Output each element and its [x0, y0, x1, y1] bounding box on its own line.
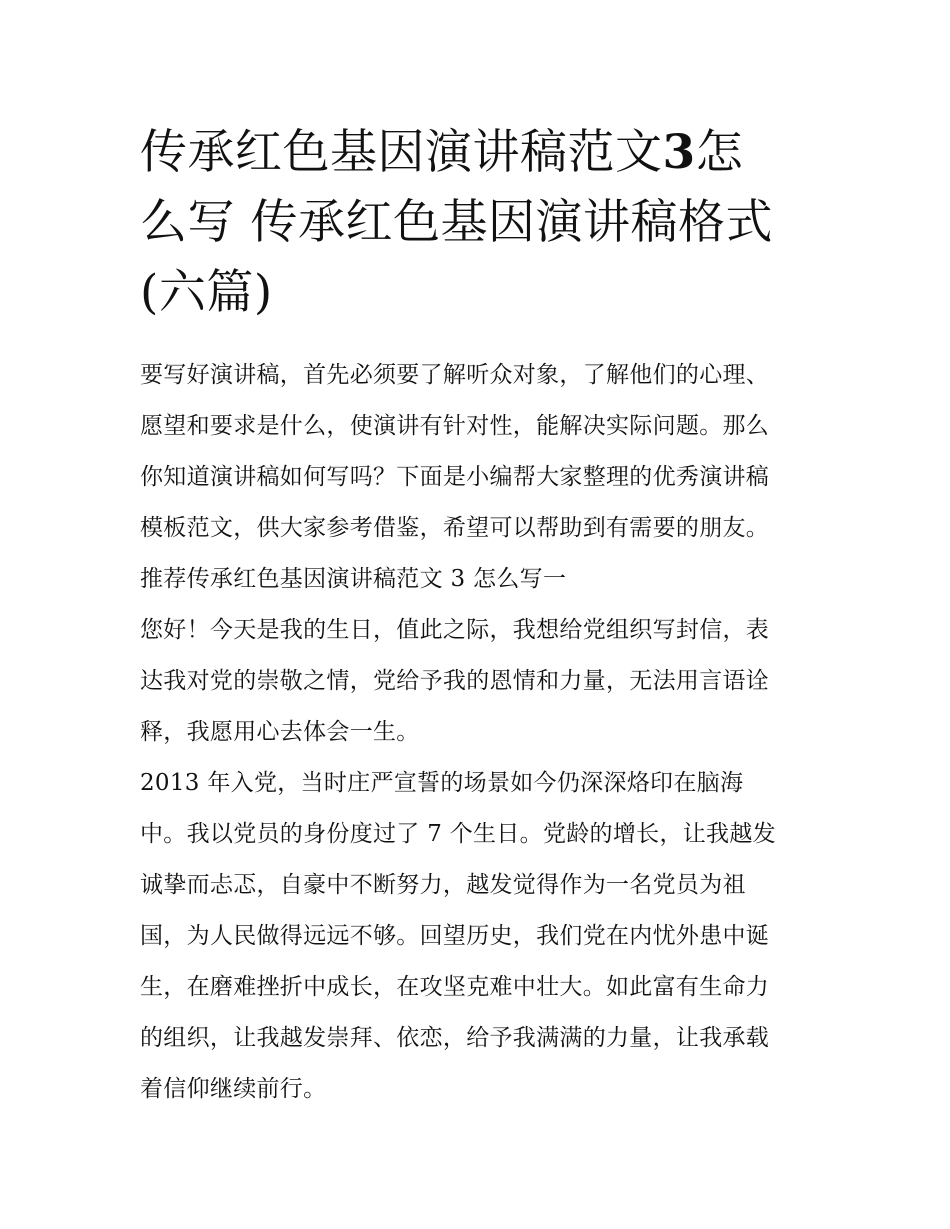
intro-line: 模板范文，供大家参考借鉴，希望可以帮助到有需要的朋友。 — [140, 515, 770, 541]
paragraph-line: 着信仰继续前行。 — [140, 1076, 327, 1102]
paragraph-line: 达我对党的崇敬之情，党给予我的恩情和力量，无法用言语诠 — [140, 668, 770, 694]
body-paragraph-2 — [140, 758, 812, 1115]
title-line-3: (六篇) — [140, 265, 273, 320]
paragraph-line: 释，我愿用心去体会一生。 — [140, 719, 420, 745]
title-line-1: 传承红色基因演讲稿范文3怎 — [140, 125, 744, 180]
section-heading: 推荐传承红色基因演讲稿范文 3 怎么写一 — [140, 566, 567, 592]
title-line-2: 么写 传承红色基因演讲稿格式 — [140, 195, 773, 250]
paragraph-line: 生，在磨难挫折中成长，在攻坚克难中壮大。如此富有生命力 — [140, 974, 770, 1000]
intro-line: 你知道演讲稿如何写吗？下面是小编帮大家整理的优秀演讲稿 — [140, 464, 770, 490]
paragraph-line: 诚挚而忐忑，自豪中不断努力，越发觉得作为一名党员为祖 — [140, 872, 746, 898]
document-title — [140, 118, 812, 328]
paragraph-line: 的组织，让我越发崇拜、依恋，给予我满满的力量，让我承载 — [140, 1025, 770, 1051]
paragraph-line: 中。我以党员的身份度过了 7 个生日。党龄的增长，让我越发 — [140, 821, 776, 847]
body-paragraph-1 — [140, 605, 812, 758]
paragraph-line: 您好！今天是我的生日，值此之际，我想给党组织写封信，表 — [140, 617, 770, 643]
intro-paragraph — [140, 350, 812, 554]
title-number: 3 — [662, 125, 696, 180]
paragraph-line: 国，为人民做得远远不够。回望历史，我们党在内忧外患中诞 — [140, 923, 770, 949]
paragraph-line: 2013 年入党，当时庄严宣誓的场景如今仍深深烙印在脑海 — [140, 770, 744, 796]
document-content — [140, 118, 812, 1115]
intro-line: 愿望和要求是什么，使演讲有针对性，能解决实际问题。那么 — [140, 413, 770, 439]
intro-line: 要写好演讲稿，首先必须要了解听众对象，了解他们的心理、 — [140, 362, 770, 388]
